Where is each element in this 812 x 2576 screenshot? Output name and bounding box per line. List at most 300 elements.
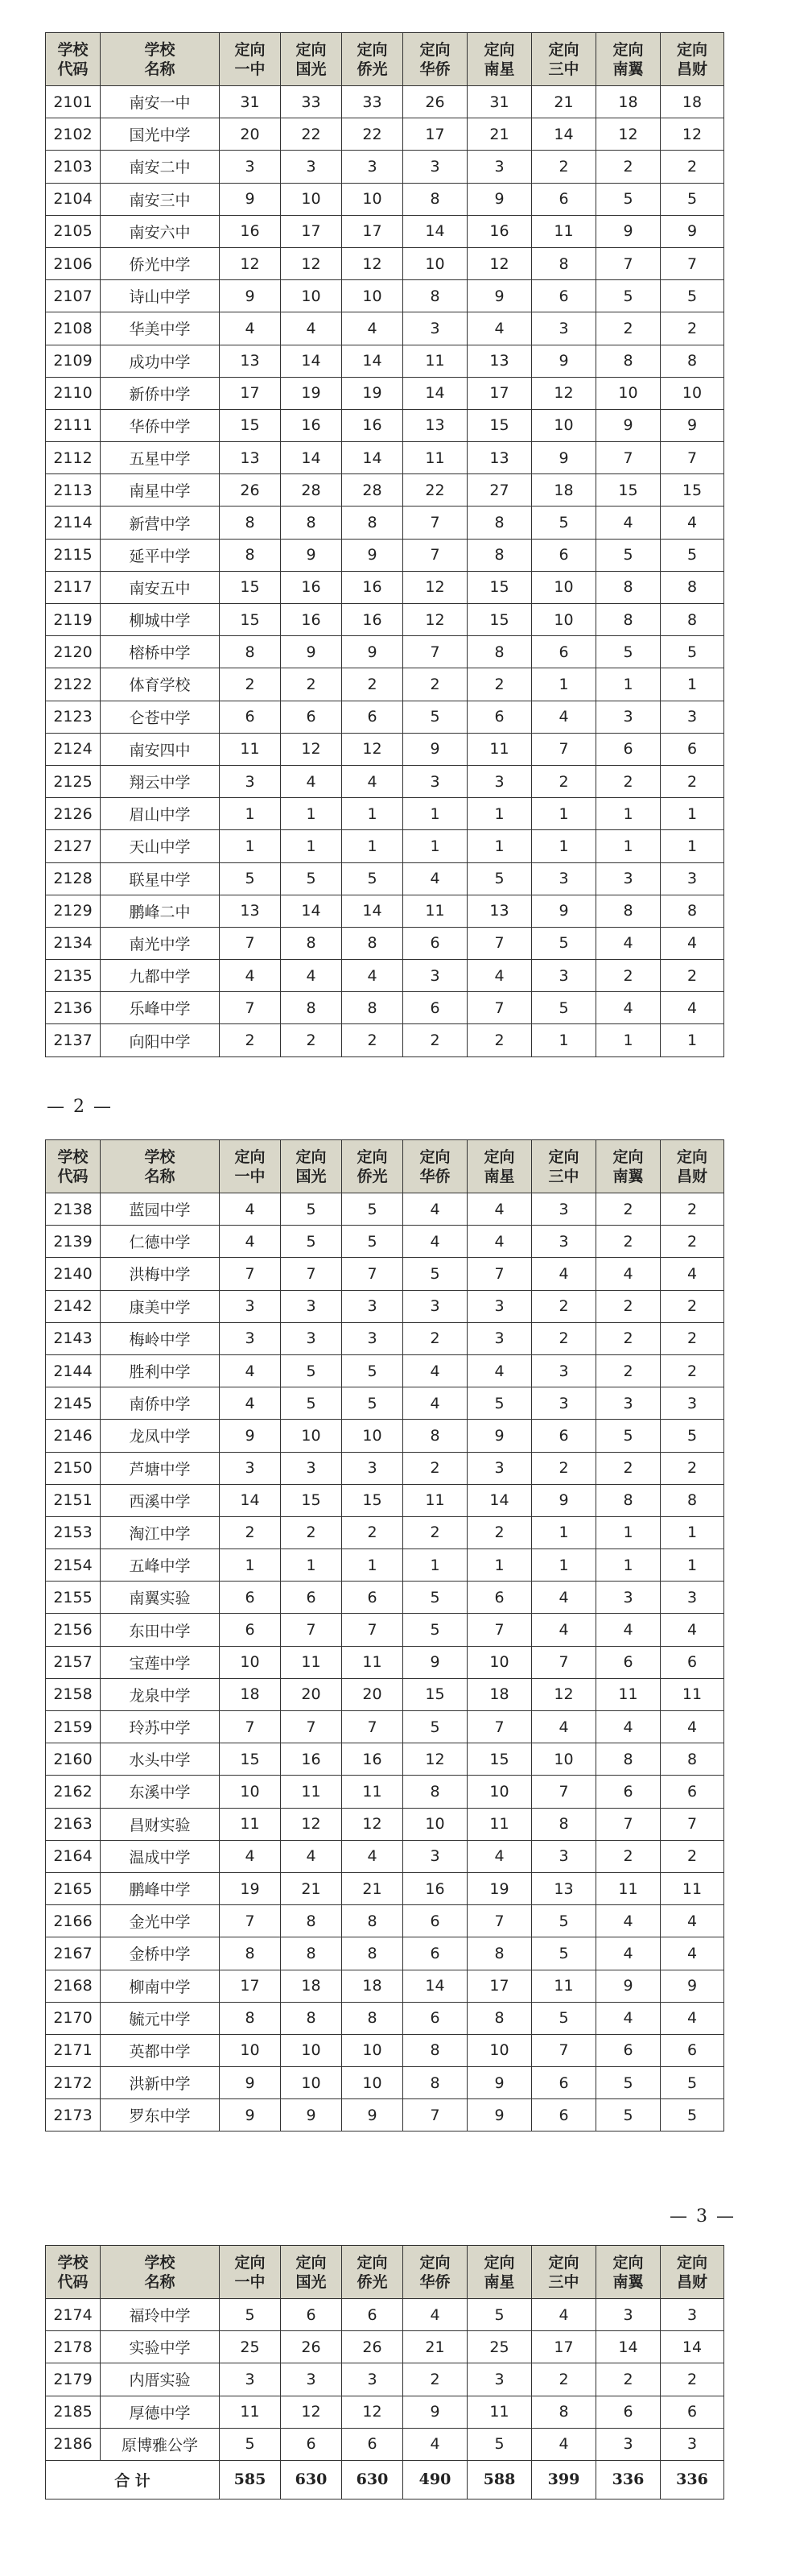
quota-cell: 10 (220, 1646, 281, 1678)
school-code-cell: 2106 (46, 247, 101, 279)
quota-cell: 12 (220, 247, 281, 279)
quota-cell: 6 (532, 636, 596, 668)
school-code-cell: 2150 (46, 1452, 101, 1484)
quota-cell: 9 (403, 2396, 468, 2428)
quota-cell: 9 (342, 2099, 403, 2132)
quota-cell: 8 (342, 1937, 403, 1970)
quota-cell: 3 (532, 1387, 596, 1420)
quota-cell: 12 (281, 247, 342, 279)
quota-cell: 5 (596, 183, 661, 215)
quota-cell: 2 (596, 765, 661, 797)
quota-cell: 11 (403, 442, 468, 474)
total-cell: 336 (596, 2460, 661, 2499)
quota-cell: 13 (468, 345, 532, 377)
quota-cell: 16 (281, 604, 342, 636)
quota-cell: 7 (220, 1711, 281, 1743)
quota-cell: 20 (342, 1678, 403, 1710)
quota-cell: 8 (220, 539, 281, 571)
school-code-cell: 2185 (46, 2396, 101, 2428)
quota-cell: 13 (403, 409, 468, 441)
school-code-cell: 2144 (46, 1354, 101, 1387)
header-school-name: 学校 名称 (101, 1140, 220, 1193)
quota-cell: 5 (342, 1193, 403, 1226)
quota-cell: 10 (596, 377, 661, 409)
quota-cell: 2 (342, 668, 403, 701)
quota-cell: 7 (403, 507, 468, 539)
quota-cell: 9 (532, 895, 596, 927)
quota-cell: 4 (342, 1840, 403, 1872)
quota-cell: 7 (532, 2034, 596, 2066)
header-quota-col: 定向 一中 (220, 1140, 281, 1193)
table-row (46, 1193, 724, 1226)
school-name-cell: 原博雅公学 (101, 2428, 220, 2460)
total-cell: 490 (403, 2460, 468, 2499)
quota-cell: 9 (468, 1420, 532, 1452)
quota-cell: 2 (403, 2363, 468, 2396)
school-name-cell: 芦塘中学 (101, 1452, 220, 1484)
quota-cell: 2 (532, 2363, 596, 2396)
header-quota-col: 定向 南翼 (596, 33, 661, 86)
quota-cell: 15 (661, 474, 724, 507)
quota-cell: 8 (281, 992, 342, 1024)
quota-cell: 12 (661, 118, 724, 151)
school-code-cell: 2163 (46, 1808, 101, 1840)
quota-cell: 18 (596, 86, 661, 118)
quota-cell: 2 (596, 1354, 661, 1387)
school-name-cell: 柳城中学 (101, 604, 220, 636)
quota-cell: 15 (281, 1484, 342, 1516)
header-school-code: 学校 代码 (46, 2246, 101, 2299)
school-code-cell: 2119 (46, 604, 101, 636)
quota-cell: 2 (468, 668, 532, 701)
quota-cell: 4 (220, 960, 281, 992)
quota-cell: 3 (220, 2363, 281, 2396)
quota-cell: 8 (468, 507, 532, 539)
quota-cell: 14 (403, 1970, 468, 2002)
quota-cell: 5 (468, 1387, 532, 1420)
quota-cell: 3 (468, 765, 532, 797)
quota-cell: 8 (281, 507, 342, 539)
quota-cell: 11 (281, 1776, 342, 1808)
quota-cell: 8 (281, 1905, 342, 1937)
quota-cell: 5 (596, 1420, 661, 1452)
table-row (46, 507, 724, 539)
school-code-cell: 2136 (46, 992, 101, 1024)
quota-cell: 1 (220, 798, 281, 830)
school-name-cell: 鹏峰二中 (101, 895, 220, 927)
school-name-cell: 龙凤中学 (101, 1420, 220, 1452)
quota-cell: 3 (596, 701, 661, 733)
school-name-cell: 榕桥中学 (101, 636, 220, 668)
quota-cell: 7 (532, 1776, 596, 1808)
quota-cell: 3 (532, 1354, 596, 1387)
school-code-cell: 2158 (46, 1678, 101, 1710)
quota-cell: 6 (468, 1582, 532, 1614)
school-name-cell: 翔云中学 (101, 765, 220, 797)
quota-cell: 16 (281, 1743, 342, 1776)
quota-cell: 13 (220, 442, 281, 474)
quota-cell: 15 (403, 1678, 468, 1710)
quota-cell: 1 (468, 830, 532, 862)
school-name-cell: 龙泉中学 (101, 1678, 220, 1710)
school-name-cell: 南侨中学 (101, 1387, 220, 1420)
quota-cell: 3 (468, 1290, 532, 1322)
school-name-cell: 南安二中 (101, 151, 220, 183)
total-cell: 630 (281, 2460, 342, 2499)
quota-cell: 4 (220, 1840, 281, 1872)
quota-cell: 18 (532, 474, 596, 507)
header-quota-col: 定向 南星 (468, 1140, 532, 1193)
quota-cell: 10 (532, 1743, 596, 1776)
school-code-cell: 2120 (46, 636, 101, 668)
quota-cell: 6 (596, 1776, 661, 1808)
quota-cell: 25 (220, 2331, 281, 2363)
quota-cell: 21 (281, 1872, 342, 1904)
school-name-cell: 联星中学 (101, 862, 220, 895)
quota-cell: 5 (661, 183, 724, 215)
quota-cell: 3 (342, 1290, 403, 1322)
school-code-cell: 2170 (46, 2002, 101, 2034)
quota-cell: 13 (220, 895, 281, 927)
quota-cell: 7 (281, 1711, 342, 1743)
quota-cell: 5 (403, 1582, 468, 1614)
quota-cell: 26 (220, 474, 281, 507)
quota-cell: 8 (661, 1743, 724, 1776)
quota-cell: 5 (342, 862, 403, 895)
quota-cell: 9 (220, 280, 281, 312)
quota-cell: 9 (661, 1970, 724, 2002)
quota-cell: 10 (281, 1420, 342, 1452)
quota-cell: 5 (661, 2067, 724, 2099)
quota-cell: 2 (281, 668, 342, 701)
quota-cell: 13 (532, 1872, 596, 1904)
school-code-cell: 2157 (46, 1646, 101, 1678)
quota-cell: 4 (342, 312, 403, 345)
quota-cell: 4 (403, 2299, 468, 2331)
school-code-cell: 2114 (46, 507, 101, 539)
table-row (46, 1970, 724, 2002)
quota-cell: 1 (661, 1549, 724, 1582)
quota-cell: 6 (220, 701, 281, 733)
quota-cell: 6 (661, 1646, 724, 1678)
school-name-cell: 宝莲中学 (101, 1646, 220, 1678)
quota-cell: 14 (281, 895, 342, 927)
quota-cell: 3 (596, 1582, 661, 1614)
quota-cell: 11 (403, 345, 468, 377)
quota-cell: 6 (403, 927, 468, 959)
quota-cell: 14 (596, 2331, 661, 2363)
quota-cell: 2 (468, 1024, 532, 1056)
quota-cell: 16 (342, 1743, 403, 1776)
table-row (46, 2034, 724, 2066)
quota-cell: 22 (403, 474, 468, 507)
quota-cell: 5 (661, 2099, 724, 2132)
quota-cell: 10 (220, 1776, 281, 1808)
school-name-cell: 西溪中学 (101, 1484, 220, 1516)
school-name-cell: 九都中学 (101, 960, 220, 992)
table-row (46, 2363, 724, 2396)
quota-cell: 8 (403, 2034, 468, 2066)
quota-cell: 21 (532, 86, 596, 118)
quota-cell: 25 (468, 2331, 532, 2363)
quota-cell: 1 (468, 798, 532, 830)
table-row (46, 2099, 724, 2132)
quota-cell: 8 (220, 2002, 281, 2034)
quota-cell: 3 (532, 1226, 596, 1258)
quota-cell: 15 (468, 1743, 532, 1776)
school-name-cell: 胜利中学 (101, 1354, 220, 1387)
quota-cell: 4 (468, 1226, 532, 1258)
header-quota-col: 定向 侨光 (342, 1140, 403, 1193)
school-name-cell: 毓元中学 (101, 2002, 220, 2034)
quota-cell: 17 (342, 215, 403, 247)
quota-cell: 14 (403, 377, 468, 409)
school-name-cell: 华侨中学 (101, 409, 220, 441)
quota-cell: 7 (342, 1711, 403, 1743)
quota-cell: 2 (661, 1840, 724, 1872)
quota-cell: 1 (403, 830, 468, 862)
table-row (46, 2299, 724, 2331)
quota-cell: 3 (468, 1452, 532, 1484)
quota-cell: 9 (661, 409, 724, 441)
quota-cell: 2 (281, 1024, 342, 1056)
table-row (46, 1452, 724, 1484)
school-code-cell: 2173 (46, 2099, 101, 2132)
quota-cell: 5 (342, 1226, 403, 1258)
table-row (46, 636, 724, 668)
quota-cell: 4 (220, 1387, 281, 1420)
quota-cell: 6 (281, 2428, 342, 2460)
quota-cell: 5 (403, 1711, 468, 1743)
school-name-cell: 洪梅中学 (101, 1258, 220, 1290)
table-row (46, 604, 724, 636)
quota-cell: 4 (403, 1387, 468, 1420)
quota-cell: 3 (220, 151, 281, 183)
quota-cell: 7 (220, 1905, 281, 1937)
quota-cell: 15 (220, 1743, 281, 1776)
quota-cell: 2 (661, 2363, 724, 2396)
quota-cell: 4 (661, 992, 724, 1024)
school-code-cell: 2139 (46, 1226, 101, 1258)
quota-cell: 19 (220, 1872, 281, 1904)
school-code-cell: 2155 (46, 1582, 101, 1614)
quota-cell: 4 (596, 1711, 661, 1743)
school-code-cell: 2162 (46, 1776, 101, 1808)
school-code-cell: 2102 (46, 118, 101, 151)
quota-cell: 4 (342, 960, 403, 992)
school-code-cell: 2134 (46, 927, 101, 959)
quota-cell: 14 (468, 1484, 532, 1516)
header-quota-col: 定向 南星 (468, 33, 532, 86)
quota-cell: 2 (468, 1516, 532, 1548)
header-school-name: 学校 名称 (101, 2246, 220, 2299)
table-row (46, 765, 724, 797)
quota-cell: 5 (281, 1387, 342, 1420)
table-row (46, 798, 724, 830)
quota-cell: 14 (342, 442, 403, 474)
quota-cell: 8 (596, 1484, 661, 1516)
school-code-cell: 2171 (46, 2034, 101, 2066)
quota-cell: 11 (220, 733, 281, 765)
quota-cell: 20 (220, 118, 281, 151)
school-name-cell: 眉山中学 (101, 798, 220, 830)
quota-cell: 1 (661, 798, 724, 830)
quota-cell: 3 (532, 312, 596, 345)
quota-cell: 7 (220, 992, 281, 1024)
quota-cell: 18 (661, 86, 724, 118)
quota-cell: 4 (596, 1937, 661, 1970)
quota-cell: 7 (661, 1808, 724, 1840)
table-row (46, 247, 724, 279)
quota-cell: 9 (403, 733, 468, 765)
page-marker-2: — 2 — (47, 1097, 113, 1117)
quota-cell: 4 (403, 1354, 468, 1387)
quota-cell: 10 (281, 2067, 342, 2099)
quota-cell: 3 (281, 151, 342, 183)
quota-cell: 10 (468, 2034, 532, 2066)
quota-cell: 8 (403, 1776, 468, 1808)
quota-cell: 3 (403, 960, 468, 992)
quota-cell: 8 (281, 927, 342, 959)
quota-cell: 5 (342, 1387, 403, 1420)
quota-cell: 10 (532, 571, 596, 603)
quota-cell: 10 (342, 183, 403, 215)
quota-cell: 8 (661, 1484, 724, 1516)
header-school-code: 学校 代码 (46, 1140, 101, 1193)
school-name-cell: 英都中学 (101, 2034, 220, 2066)
quota-cell: 5 (220, 2299, 281, 2331)
quota-cell: 16 (342, 604, 403, 636)
quota-cell: 3 (281, 1290, 342, 1322)
quota-cell: 22 (342, 118, 403, 151)
quota-cell: 1 (532, 798, 596, 830)
quota-cell: 31 (468, 86, 532, 118)
quota-cell: 4 (220, 312, 281, 345)
total-cell: 630 (342, 2460, 403, 2499)
header-quota-col: 定向 三中 (532, 1140, 596, 1193)
quota-cell: 4 (281, 312, 342, 345)
quota-cell: 7 (403, 2099, 468, 2132)
quota-cell: 2 (403, 1024, 468, 1056)
school-name-cell: 水头中学 (101, 1743, 220, 1776)
quota-cell: 1 (596, 668, 661, 701)
table-row (46, 345, 724, 377)
school-code-cell: 2151 (46, 1484, 101, 1516)
quota-cell: 7 (220, 1258, 281, 1290)
school-code-cell: 2128 (46, 862, 101, 895)
school-code-cell: 2138 (46, 1193, 101, 1226)
quota-cell: 8 (342, 507, 403, 539)
quota-cell: 17 (220, 377, 281, 409)
quota-cell: 2 (661, 1226, 724, 1258)
school-name-cell: 延平中学 (101, 539, 220, 571)
school-name-cell: 福玲中学 (101, 2299, 220, 2331)
school-code-cell: 2140 (46, 1258, 101, 1290)
table-row (46, 1711, 724, 1743)
quota-cell: 19 (342, 377, 403, 409)
header-quota-col: 定向 国光 (281, 1140, 342, 1193)
quota-cell: 10 (281, 280, 342, 312)
quota-cell: 4 (342, 765, 403, 797)
quota-cell: 7 (281, 1614, 342, 1646)
school-name-cell: 侨光中学 (101, 247, 220, 279)
quota-cell: 2 (532, 1322, 596, 1354)
quota-cell: 5 (661, 1420, 724, 1452)
quota-cell: 10 (468, 1646, 532, 1678)
quota-cell: 6 (661, 2034, 724, 2066)
quota-cell: 21 (403, 2331, 468, 2363)
table-row (46, 1322, 724, 1354)
school-name-cell: 金光中学 (101, 1905, 220, 1937)
quota-cell: 4 (468, 1193, 532, 1226)
quota-cell: 18 (468, 1678, 532, 1710)
quota-cell: 6 (342, 2299, 403, 2331)
table-header-row (46, 2246, 724, 2299)
quota-cell: 2 (220, 1516, 281, 1548)
quota-cell: 7 (468, 1711, 532, 1743)
quota-cell: 2 (220, 1024, 281, 1056)
school-code-cell: 2122 (46, 668, 101, 701)
quota-cell: 4 (403, 2428, 468, 2460)
quota-cell: 2 (532, 1290, 596, 1322)
school-code-cell: 2109 (46, 345, 101, 377)
quota-cell: 5 (281, 1354, 342, 1387)
quota-cell: 5 (220, 2428, 281, 2460)
quota-cell: 1 (281, 1549, 342, 1582)
quota-cell: 9 (596, 409, 661, 441)
quota-cell: 6 (220, 1582, 281, 1614)
quota-cell: 12 (342, 247, 403, 279)
quota-cell: 4 (403, 1193, 468, 1226)
quota-cell: 6 (403, 992, 468, 1024)
header-quota-col: 定向 侨光 (342, 2246, 403, 2299)
quota-cell: 10 (342, 2067, 403, 2099)
quota-cell: 7 (342, 1614, 403, 1646)
quota-cell: 5 (281, 862, 342, 895)
quota-cell: 7 (468, 1258, 532, 1290)
quota-cell: 8 (403, 183, 468, 215)
quota-cell: 2 (403, 1516, 468, 1548)
school-name-cell: 金桥中学 (101, 1937, 220, 1970)
quota-cell: 5 (661, 280, 724, 312)
quota-cell: 2 (532, 151, 596, 183)
table-row (46, 668, 724, 701)
school-code-cell: 2103 (46, 151, 101, 183)
quota-cell: 8 (281, 2002, 342, 2034)
quota-cell: 3 (468, 2363, 532, 2396)
quota-cell: 1 (596, 1549, 661, 1582)
table-row (46, 733, 724, 765)
quota-cell: 2 (661, 765, 724, 797)
quota-cell: 4 (596, 927, 661, 959)
quota-cell: 4 (532, 1711, 596, 1743)
school-code-cell: 2168 (46, 1970, 101, 2002)
quota-cell: 5 (281, 1226, 342, 1258)
table-row (46, 183, 724, 215)
quota-cell: 17 (468, 1970, 532, 2002)
quota-cell: 2 (342, 1024, 403, 1056)
quota-cell: 12 (532, 1678, 596, 1710)
quota-cell: 2 (661, 1322, 724, 1354)
quota-cell: 7 (661, 442, 724, 474)
quota-cell: 4 (661, 1614, 724, 1646)
quota-table-3 (45, 2245, 724, 2500)
quota-cell: 7 (596, 442, 661, 474)
quota-cell: 5 (596, 2067, 661, 2099)
quota-cell: 11 (342, 1646, 403, 1678)
quota-cell: 2 (596, 1452, 661, 1484)
quota-cell: 4 (596, 507, 661, 539)
